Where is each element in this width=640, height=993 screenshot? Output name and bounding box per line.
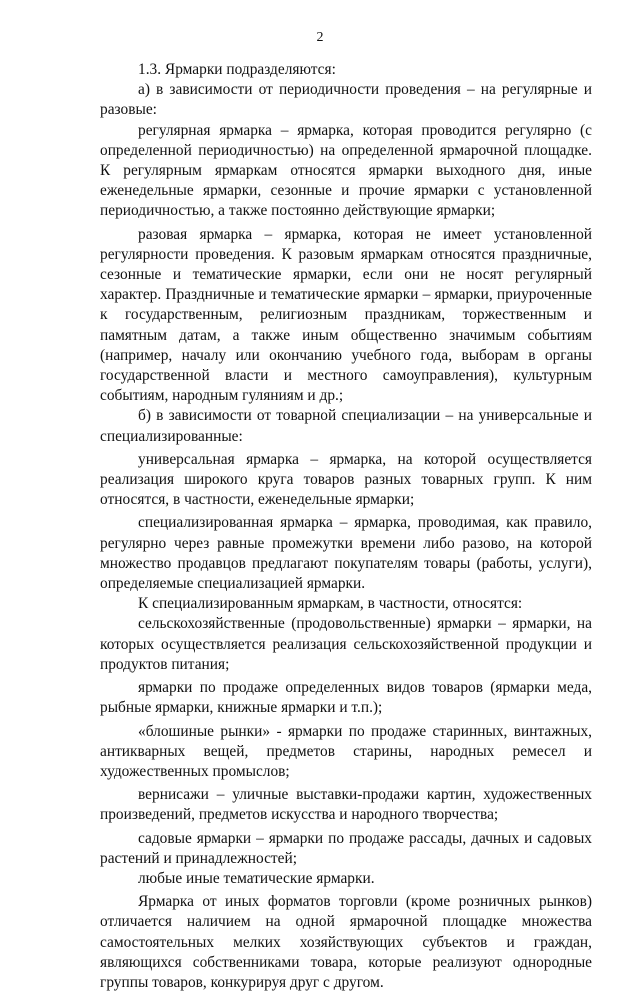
paragraph: а) в зависимости от периодичности проведения – на регулярные и разовые:: [100, 81, 592, 119]
paragraph: разовая ярмарка – ярмарка, которая не имеет установленной регулярности проведения. К разовым ярмаркам относятся праздничные, сезонные и тематические ярмарки, если они не носят регулярный характер. Праздничные и тематические ярмарки – ярмарки, приуроченные к государственным, религиозным праздникам, торжественным и памятным датам, а также иным общественно значимым событиям (например, началу или окончанию учебного года, выборам в органы государственной власти и местного самоуправления), культурным событиям, народным гуляниям и др.;: [100, 225, 592, 405]
paragraph: специализированная ярмарка – ярмарка, проводимая, как правило, регулярно через равные промежутки времени либо разово, на которой множество продавцов предлагают покупателям товары (работы, услуги), определяемые специализацией ярмарки.: [100, 514, 592, 593]
paragraph: ярмарки по продаже определенных видов товаров (ярмарки меда, рыбные ярмарки, книжные ярмарки и т.п.);: [100, 679, 592, 717]
paragraph: сельскохозяйственные (продовольственные) ярмарки – ярмарки, на которых осуществляется реализация сельскохозяйственной продукции и продуктов питания;: [100, 615, 592, 673]
paragraph: вернисажи – уличные выставки-продажи картин, художественных произведений, предметов искусства и народного творчества;: [100, 786, 592, 824]
paragraph: регулярная ярмарка – ярмарка, которая проводится регулярно (с определенной периодичностью) на определенной ярмарочной площадке. К регулярным ярмаркам относятся ярмарки выходного дня, иные еженедельные ярмарки, сезонные и прочие ярмарки с установленной периодичностью, а также постоянно действующие ярмарки;: [100, 121, 592, 220]
paragraph: К специализированным ярмаркам, в частности, относятся:: [138, 595, 523, 613]
paragraph: садовые ярмарки – ярмарки по продаже рассады, дачных и садовых растений и принадлежностей;: [100, 829, 592, 867]
paragraph: «блошиные рынки» - ярмарки по продаже старинных, винтажных, антикварных вещей, предметов старины, народных ремесел и художественных промыслов;: [100, 722, 592, 780]
page-number: 2: [316, 30, 324, 45]
paragraph: любые иные тематические ярмарки.: [138, 869, 375, 887]
document-body: [100, 60, 592, 993]
paragraph: универсальная ярмарка – ярмарка, на которой осуществляется реализация широкого круга товаров разных товарных групп. К ним относятся, в частности, еженедельные ярмарки;: [100, 450, 592, 509]
paragraph: б) в зависимости от товарной специализации – на универсальные и специализированные:: [100, 407, 592, 445]
section-heading: 1.3. Ярмарки подразделяются:: [138, 61, 336, 78]
paragraph: Ярмарка от иных форматов торговли (кроме розничных рынков) отличается наличием на одной ярмарочной площадке множества самостоятельных мелких хозяйствующих субъектов и граждан, являющихся собственниками товара, которые реализуют однородные группы товаров, конкурируя друг с другом.: [100, 893, 592, 991]
